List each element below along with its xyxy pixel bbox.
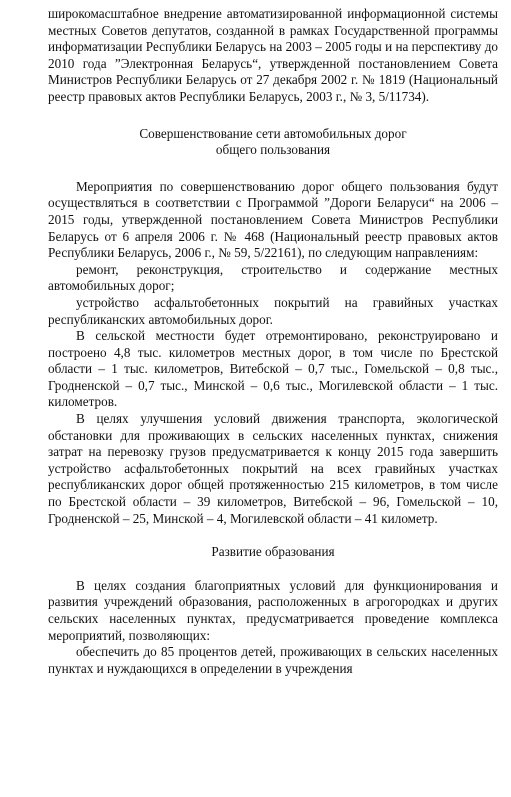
paragraph-rural-roads: В сельской местности будет отремонтировано, реконструировано и построено 4,8 тыс. километров местных дорог, в том числе по Брестской области – 1 тыс. километров, Витебской – 0,7 тыс., Гомельской – 0,8 тыс., Гродненской – 0,7 тыс., Минской – 0,6 тыс., Могилевской области – 1 тыс. километров.: [48, 328, 498, 410]
section-heading-roads-line1: Совершенствование сети автомобильных дорог: [139, 125, 407, 141]
section-heading-education: Развитие образования: [211, 544, 335, 560]
paragraph-roads-program: Мероприятия по совершенствованию дорог общего пользования будут осуществляться в соответствии с Программой ”Дороги Беларуси“ на 2006 – 2015 годы, утвержденной постановлением Совета Министров Республики Беларусь от 6 апреля 2006 г. № 468 (Национальный реестр правовых актов Республики Беларусь, 2006 г., № 59, 5/22161), по следующим направлениям:: [48, 178, 498, 261]
paragraph-education-item-1: обеспечить до 85 процентов детей, проживающих в сельских населенных пунктах и нуждающихся в определении в учреждения: [48, 644, 498, 676]
paragraph-education-intro: В целях создания благоприятных условий для функционирования и развития учреждений образования, расположенных в агрогородках и других сельских населенных пунктах, предусматривается проведение комплекса мероприятий, позволяющих:: [48, 577, 498, 643]
paragraph-continuation: широкомасштабное внедрение автоматизированной информационной системы местных Советов депутатов, созданной в рамках Государственной программы информатизации Республики Беларусь на 2003 – 2005 годы и на перспективу до 2010 года ”Электронная Беларусь“, утвержденной постановлением Совета Министров Республики Беларусь от 27 декабря 2002 г. № 1819 (Национальный реестр правовых актов Республики Беларусь, 2003 г., № 3, 5/11734).: [48, 6, 498, 104]
paragraph-roads-item-2: устройство асфальтобетонных покрытий на гравийных участках республиканских автомобильных дорог.: [48, 294, 498, 327]
section-heading-roads-line2: общего пользования: [215, 142, 331, 158]
paragraph-roads-item-1: ремонт, реконструкция, строительство и содержание местных автомобильных дорог;: [48, 261, 498, 294]
paragraph-asphalt-coverage: В целях улучшения условий движения транспорта, экологической обстановки для проживающих в сельских населенных пунктах, снижения затрат на перевозку грузов предусматривается к концу 2015 года завершить устройство асфальтобетонных покрытий на всех гравийных участках республиканских дорог общей протяженностью 215 километров, в том числе по Брестской области – 39 километров, Витебской – 96, Гомельской – 10, Гродненской – 25, Минской – 4, Могилевской области – 41 километр.: [48, 411, 498, 526]
document-page: [48, 6, 498, 677]
